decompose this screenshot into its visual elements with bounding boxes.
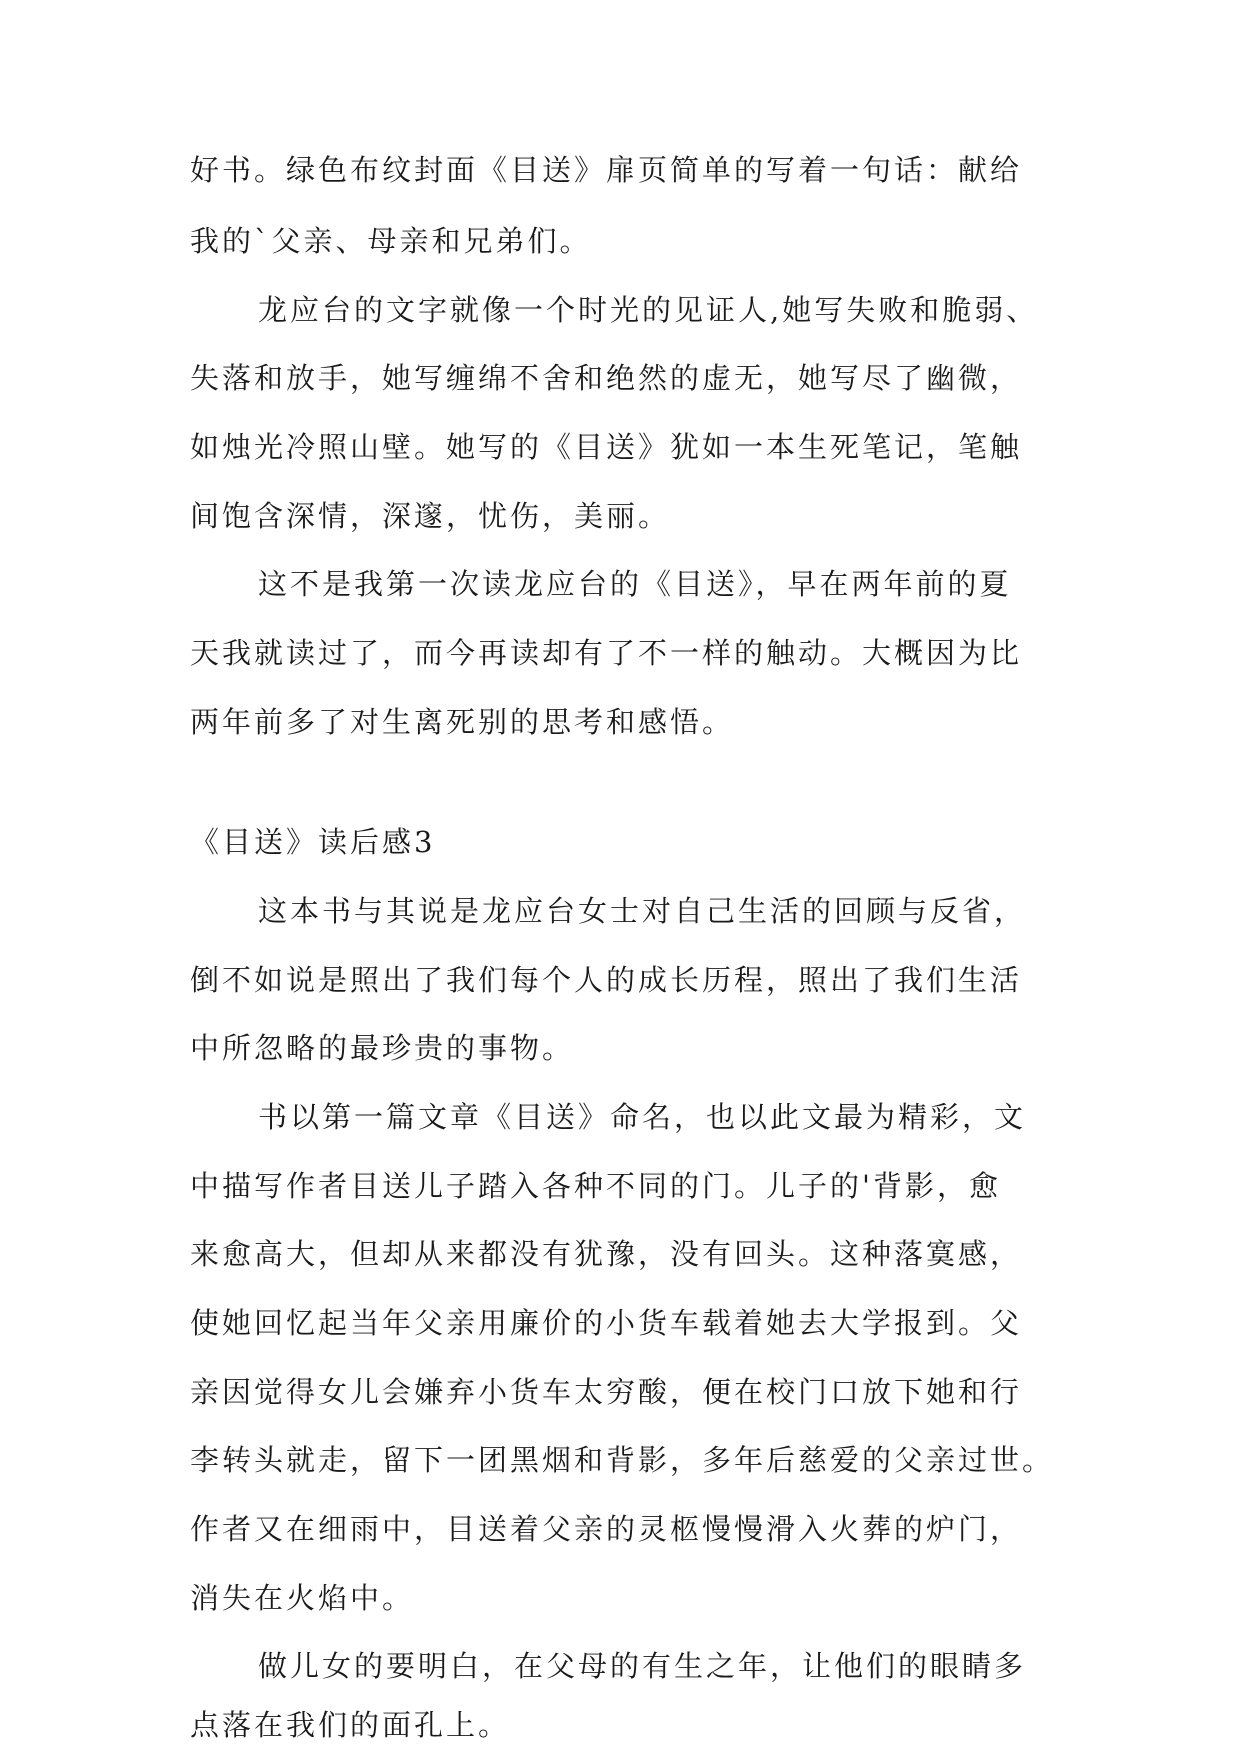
text-line: 中所忽略的最珍贵的事物。 <box>190 1031 575 1065</box>
text-line: 好书。绿色布纹封面《目送》扉页简单的写着一句话：献给 <box>190 153 1023 187</box>
section-heading: 《目送》读后感3 <box>190 825 436 859</box>
text-line: 来愈高大，但却从来都没有犹豫，没有回头。这种落寞感， <box>190 1237 1023 1271</box>
text-line: 失落和放手，她写缠绵不舍和绝然的虚无，她写尽了幽微， <box>190 361 1023 395</box>
text-line: 消失在火焰中。 <box>190 1581 415 1615</box>
text-line: 这不是我第一次读龙应台的《目送》，早在两年前的夏 <box>258 567 1012 601</box>
text-line: 这本书与其说是龙应台女士对自己生活的回顾与反省， <box>258 894 1027 928</box>
text-line: 两年前多了对生离死别的思考和感悟。 <box>190 705 735 739</box>
text-line: 书以第一篇文章《目送》命名，也以此文最为精彩，文 <box>258 1100 1027 1134</box>
text-line: 如烛光冷照山壁。她写的《目送》犹如一本生死笔记，笔触 <box>190 430 1023 464</box>
text-line: 天我就读过了，而今再读却有了不一样的触动。大概因为比 <box>190 636 1023 670</box>
text-line: 点落在我们的面孔上。 <box>190 1708 511 1742</box>
text-line: 龙应台的文字就像一个时光的见证人,她写失败和脆弱、 <box>258 293 1039 327</box>
text-line: 作者又在细雨中，目送着父亲的灵柩慢慢滑入火葬的炉门， <box>190 1512 1023 1546</box>
text-line: 李转头就走，留下一团黑烟和背影，多年后慈爱的父亲过世。 <box>190 1443 1055 1477</box>
text-line: 中描写作者目送儿子踏入各种不同的门。儿子的'背影，愈 <box>190 1169 1001 1203</box>
text-line: 倒不如说是照出了我们每个人的成长历程，照出了我们生活 <box>190 963 1023 997</box>
text-line: 间饱含深情，深邃，忧伤，美丽。 <box>190 499 671 533</box>
text-line: 亲因觉得女儿会嫌弃小货车太穷酸，便在校门口放下她和行 <box>190 1375 1023 1409</box>
text-line: 做儿女的要明白，在父母的有生之年，让他们的眼睛多 <box>258 1649 1027 1683</box>
text-line: 我的`父亲、母亲和兄弟们。 <box>190 224 592 258</box>
text-line: 使她回忆起当年父亲用廉价的小货车载着她去大学报到。父 <box>190 1306 1023 1340</box>
